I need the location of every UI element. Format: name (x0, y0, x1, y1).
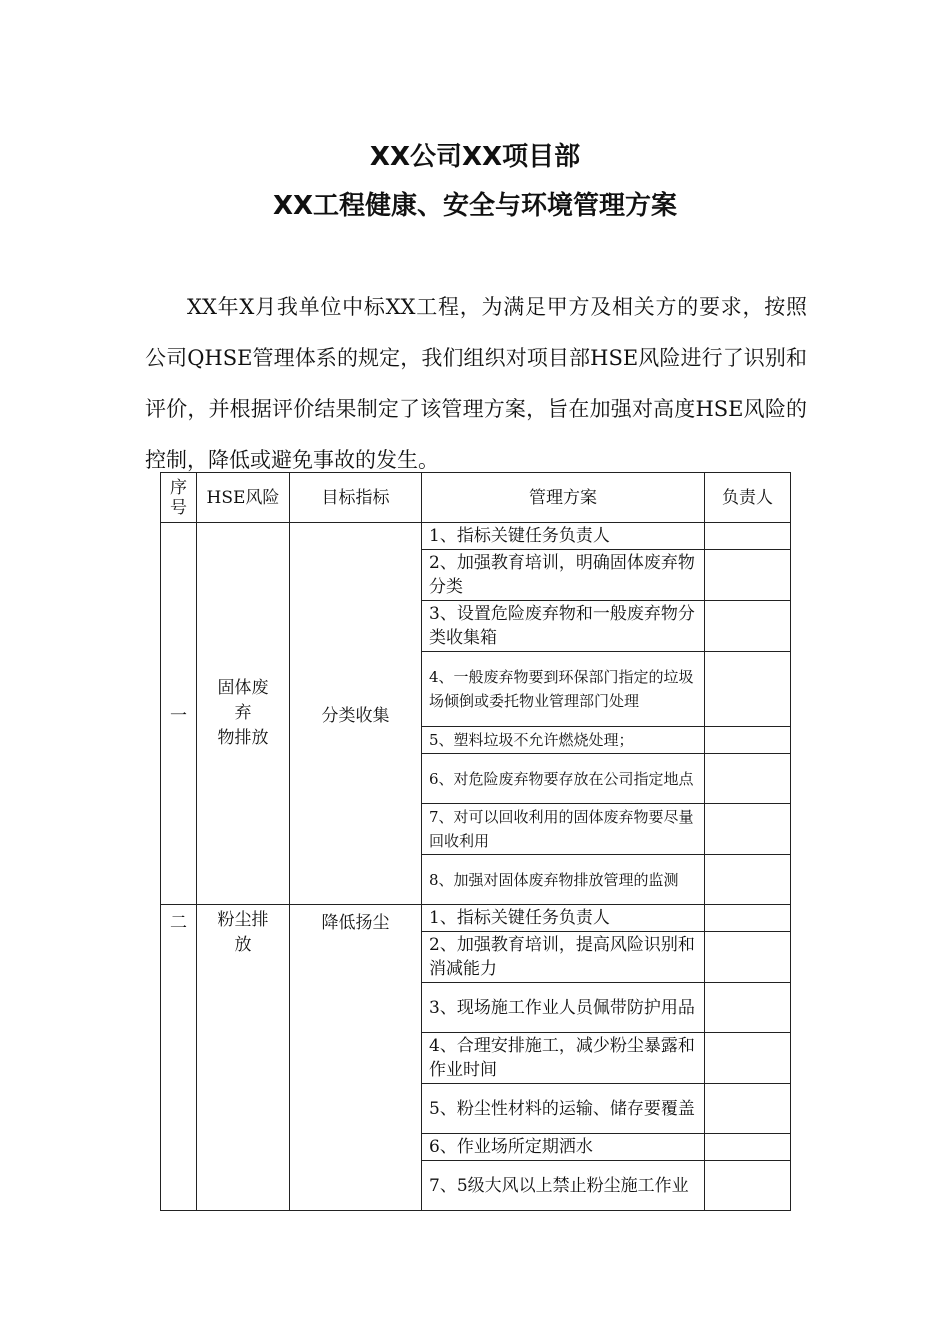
owner-cell (705, 727, 791, 754)
group-risk: 粉尘排 放 (197, 905, 290, 1211)
table-row (161, 523, 791, 550)
owner-cell (705, 754, 791, 804)
owner-cell (705, 1134, 791, 1161)
plan-item: 4、合理安排施工，减少粉尘暴露和作业时间 (422, 1033, 705, 1084)
header-risk: HSE风险 (197, 473, 290, 523)
group-risk: 固体废 弃 物排放 (197, 523, 290, 905)
group-seq: 二 (161, 905, 197, 1211)
plan-item: 2、加强教育培训，提高风险识别和消减能力 (422, 932, 705, 983)
owner-cell (705, 932, 791, 983)
owner-cell (705, 855, 791, 905)
group-target: 分类收集 (290, 523, 422, 905)
owner-cell (705, 652, 791, 727)
header-plan: 管理方案 (422, 473, 705, 523)
plan-item: 7、5级大风以上禁止粉尘施工作业 (422, 1161, 705, 1211)
document-title-line1: XX公司XX项目部 (369, 142, 581, 172)
owner-cell (705, 1033, 791, 1084)
plan-item: 6、作业场所定期洒水 (422, 1134, 705, 1161)
plan-item: 4、一般废弃物要到环保部门指定的垃圾场倾倒或委托物业管理部门处理 (422, 652, 705, 727)
owner-cell (705, 1161, 791, 1211)
group-seq: 一 (161, 523, 197, 905)
plan-item: 5、塑料垃圾不允许燃烧处理； (422, 727, 705, 754)
intro-paragraph (145, 282, 807, 486)
owner-cell (705, 983, 791, 1033)
plan-item: 6、对危险废弃物要存放在公司指定地点 (422, 754, 705, 804)
plan-item: 7、对可以回收利用的固体废弃物要尽量回收利用 (422, 804, 705, 855)
hse-management-table (160, 472, 791, 1211)
plan-item: 3、现场施工作业人员佩带防护用品 (422, 983, 705, 1033)
plan-item: 8、加强对固体废弃物排放管理的监测 (422, 855, 705, 905)
table-row (161, 905, 791, 932)
header-seq: 序 号 (161, 473, 197, 523)
table-header-row (161, 473, 791, 523)
intro-text: XX年X月我单位中标XX工程，为满足甲方及相关方的要求，按照公司QHSE管理体系的规定，我们组织对项目部HSE风险进行了识别和评价，并根据评价结果制定了该管理方案，旨在加强对高度HSE风险的控制，降低或避免事故的发生。 (145, 295, 807, 472)
plan-item: 3、设置危险废弃物和一般废弃物分类收集箱 (422, 601, 705, 652)
owner-cell (705, 905, 791, 932)
group-target: 降低扬尘 (290, 905, 422, 1211)
plan-item: 2、加强教育培训，明确固体废弃物分类 (422, 550, 705, 601)
document-title-line2: XX工程健康、安全与环境管理方案 (272, 191, 678, 221)
owner-cell (705, 550, 791, 601)
header-target: 目标指标 (290, 473, 422, 523)
plan-item: 1、指标关键任务负责人 (422, 523, 705, 550)
owner-cell (705, 523, 791, 550)
header-owner: 负责人 (705, 473, 791, 523)
owner-cell (705, 601, 791, 652)
owner-cell (705, 1084, 791, 1134)
owner-cell (705, 804, 791, 855)
plan-item: 5、粉尘性材料的运输、储存要覆盖 (422, 1084, 705, 1134)
plan-item: 1、指标关键任务负责人 (422, 905, 705, 932)
